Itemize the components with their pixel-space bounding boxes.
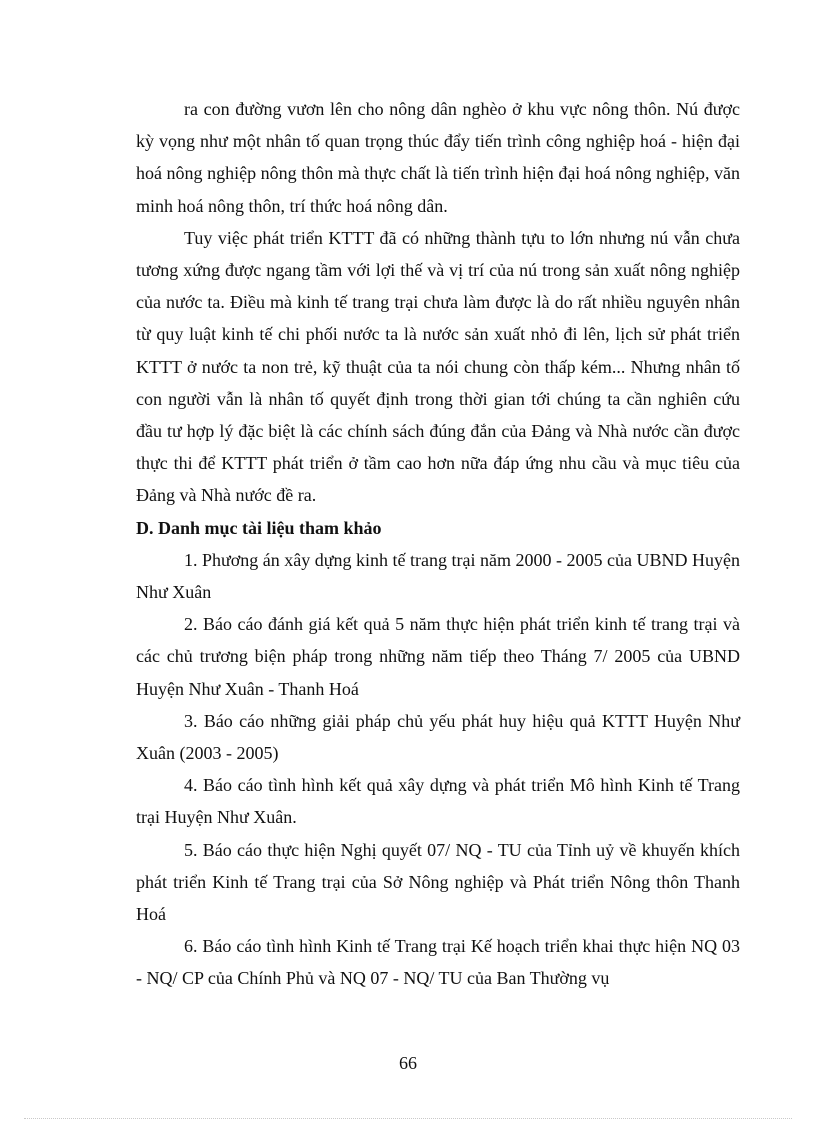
page-number: 66 <box>399 1053 417 1073</box>
section-heading: D. Danh mục tài liệu tham khảo <box>136 517 382 538</box>
reference-item-1: 1. Phương án xây dựng kinh tế trang trại năm 2000 - 2005 của UBND Huyện Như Xuân <box>136 549 740 603</box>
page-content <box>136 93 740 995</box>
reference-item-4: 4. Báo cáo tình hình kết quả xây dựng và phát triển Mô hình Kinh tế Trang trại Huyện Như Xuân. <box>136 775 740 828</box>
body-paragraph-1: ra con đường vươn lên cho nông dân nghèo ở khu vực nông thôn. Nú được kỳ vọng như một nhân tố quan trọng thúc đẩy tiến trình công nghiệp hoá - hiện đại hoá nông nghiệp nông thôn mà thực chất là tiến trình hiện đại hoá nông nghiệp, văn minh hoá nông thôn, trí thức hoá nông dân. <box>136 99 740 216</box>
reference-item-5: 5. Báo cáo thực hiện Nghị quyết 07/ NQ - TU của Tỉnh uỷ về khuyến khích phát triển Kinh tế Trang trại của Sở Nông nghiệp và Phát triển Nông thôn Thanh Hoá <box>136 839 740 925</box>
body-paragraph-2: Tuy việc phát triển KTTT đã có những thành tựu to lớn nhưng nú vẫn chưa tương xứng được ngang tầm với lợi thế và vị trí của nú trong sản xuất nông nghiệp của nước ta. Điều mà kinh tế trang trại chưa làm được là do rất nhiều nguyên nhân từ quy luật kinh tế chi phối nước ta là nước sản xuất nhỏ đi lên, lịch sử phát triển KTTT ở nước ta non trẻ, kỹ thuật của ta nói chung còn thấp kém... Nhưng nhân tố con người vẫn là nhân tố quyết định trong thời gian tới chúng ta cần nghiên cứu đầu tư hợp lý đặc biệt là các chính sách đúng đắn của Đảng và Nhà nước cần được thực thi để KTTT phát triển ở tầm cao hơn nữa đáp ứng nhu cầu và mục tiêu của Đảng và Nhà nước đề ra. <box>136 227 740 506</box>
page-bottom-divider <box>24 1118 792 1119</box>
reference-item-3: 3. Báo cáo những giải pháp chủ yếu phát huy hiệu quả KTTT Huyện Như Xuân (2003 - 2005) <box>136 710 740 764</box>
reference-item-2: 2. Báo cáo đánh giá kết quả 5 năm thực hiện phát triển kinh tế trang trại và các chủ trương biện pháp trong những năm tiếp theo Tháng 7/ 2005 của UBND Huyện Như Xuân - Thanh Hoá <box>136 614 740 699</box>
reference-item-6: 6. Báo cáo tình hình Kinh tế Trang trại Kế hoạch triển khai thực hiện NQ 03 - NQ/ CP của Chính Phủ và NQ 07 - NQ/ TU của Ban Thường vụ <box>136 936 740 989</box>
